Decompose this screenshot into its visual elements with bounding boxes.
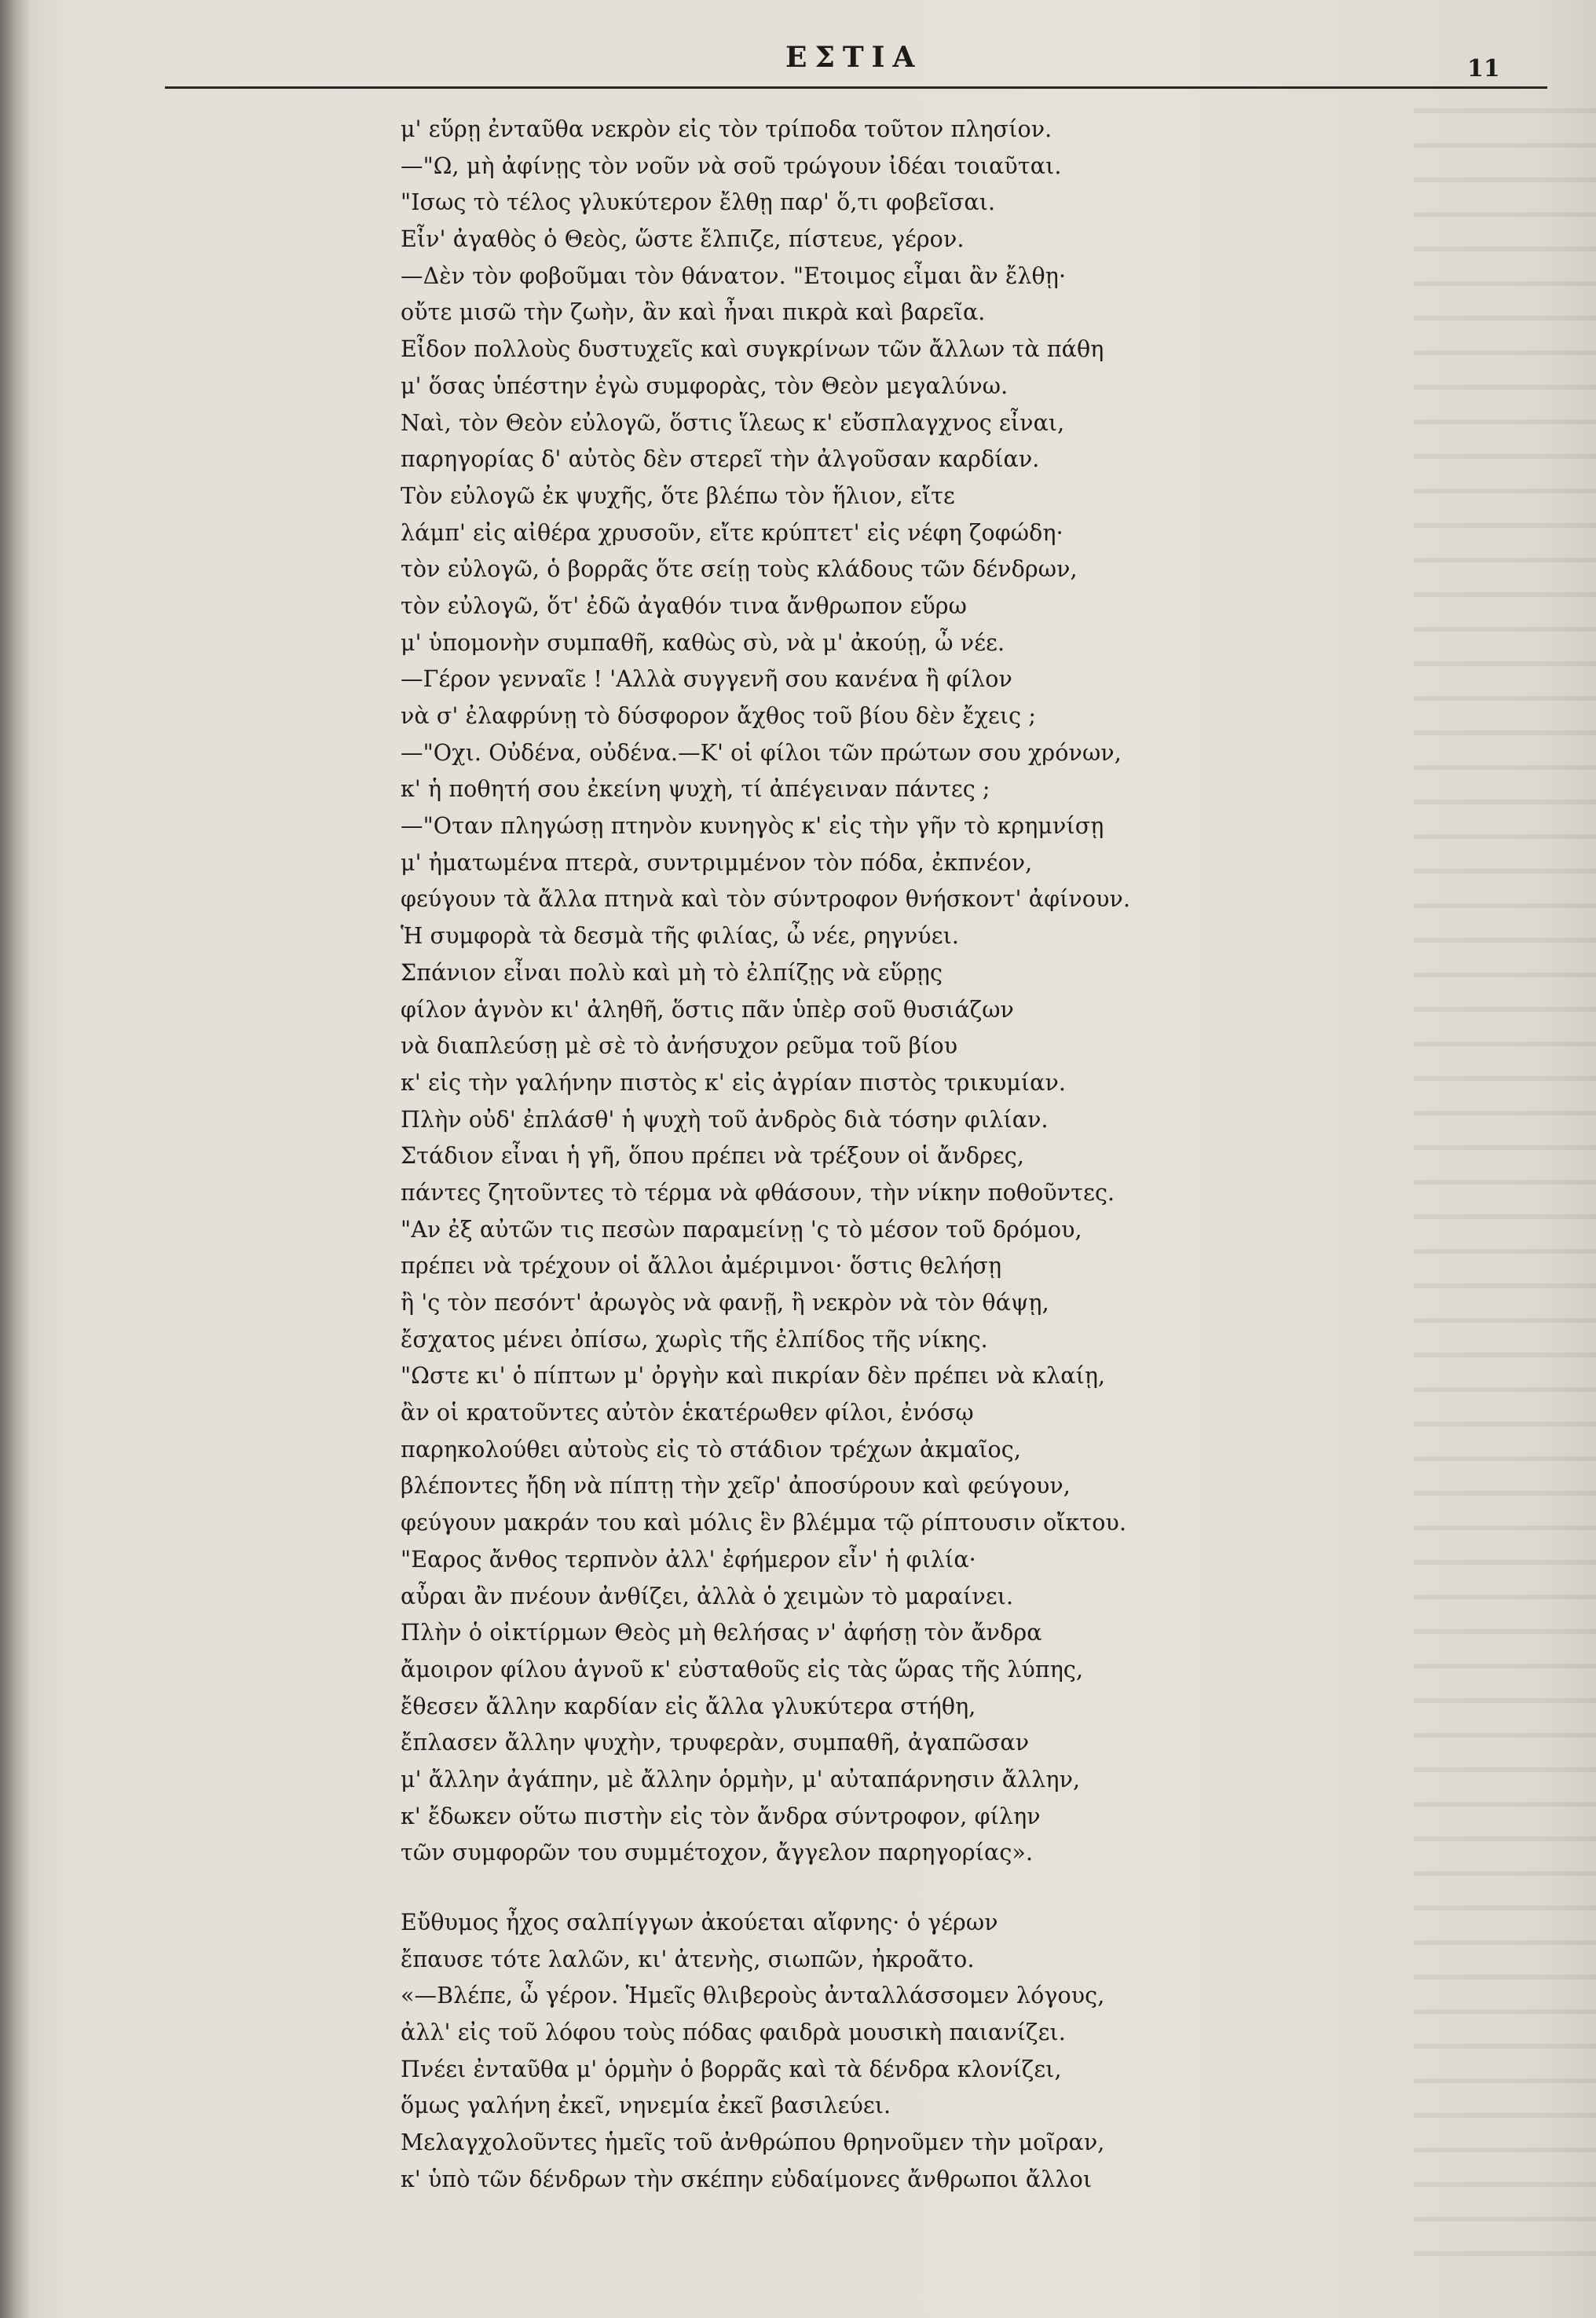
- running-title: ΕΣΤΙΑ: [785, 41, 923, 74]
- verse-line: τὸν εὐλογῶ, ὅτ' ἐδῶ ἀγαθόν τινα ἄνθρωπον εὕρω: [401, 592, 967, 619]
- verse-line: μ' ὅσας ὑπέστην ἐγὼ συμφορὰς, τὸν Θεὸν μεγαλύνω.: [401, 372, 1008, 399]
- verse-line: πρέπει νὰ τρέχουν οἱ ἄλλοι ἀμέριμνοι· ὅστις θελήσῃ: [401, 1253, 1002, 1280]
- stanza-gap: [401, 1872, 1288, 1905]
- verse-line: Εὔθυμος ἦχος σαλπίγγων ἀκούεται αἴφνης· ὁ γέρων: [401, 1910, 998, 1935]
- page-number: 11: [1467, 55, 1500, 82]
- verse-line: τῶν συμφορῶν του συμμέτοχον, ἄγγελον παρηγορίας».: [401, 1840, 1034, 1866]
- verse-line: φίλον ἁγνὸν κι' ἀληθῆ, ὅστις πᾶν ὑπὲρ σοῦ θυσιάζων: [401, 996, 1014, 1023]
- verse-line: Τὸν εὐλογῶ ἐκ ψυχῆς, ὅτε βλέπω τὸν ἥλιον, εἴτε: [401, 482, 955, 509]
- stanza-1: [401, 112, 1288, 1872]
- verse-line: —Δὲν τὸν φοβοῦμαι τὸν θάνατον. "Ετοιμος εἶμαι ἂν ἔλθῃ·: [401, 262, 1067, 289]
- verse-line: «—Βλέπε, ὦ γέρον. Ἡμεῖς θλιβεροὺς ἀνταλλάσσομεν λόγους,: [401, 1983, 1105, 2009]
- verse-line: Εἶδον πολλοὺς δυστυχεῖς καὶ συγκρίνων τῶν ἄλλων τὰ πάθη: [401, 336, 1104, 363]
- verse-line: οὔτε μισῶ τὴν ζωὴν, ἂν καὶ ἦναι πικρὰ καὶ βαρεῖα.: [401, 299, 986, 326]
- verse-line: "Ισως τὸ τέλος γλυκύτερον ἔλθῃ παρ' ὅ,τι φοβεῖσαι.: [401, 189, 996, 216]
- verse-line: ὅμως γαλήνη ἐκεῖ, νηνεμία ἐκεῖ βασιλεύει.: [401, 2093, 891, 2119]
- verse-line: λάμπ' εἰς αἰθέρα χρυσοῦν, εἴτε κρύπτετ' εἰς νέφη ζοφώδη·: [401, 519, 1063, 546]
- verse-line: Ναὶ, τὸν Θεὸν εὐλογῶ, ὅστις ἵλεως κ' εὔσπλαγχνος εἶναι,: [401, 409, 1065, 436]
- verse-line: "Αν ἐξ αὐτῶν τις πεσὼν παραμείνῃ 'ς τὸ μέσον τοῦ δρόμου,: [401, 1216, 1082, 1243]
- verse-line: ἔπαυσε τότε λαλῶν, κι' ἀτενὴς, σιωπῶν, ἠκροᾶτο.: [401, 1946, 975, 1972]
- verse-line: Πνέει ἐνταῦθα μ' ὁρμὴν ὁ βορρᾶς καὶ τὰ δένδρα κλονίζει,: [401, 2056, 1062, 2082]
- stanza-2: [401, 1905, 1288, 2199]
- verse-line: φεύγουν τὰ ἄλλα πτηνὰ καὶ τὸν σύντροφον θνήσκοντ' ἀφίνουν.: [401, 886, 1131, 913]
- verse-line: ἔσχατος μένει ὀπίσω, χωρὶς τῆς ἐλπίδος τῆς νίκης.: [401, 1326, 988, 1353]
- verse-line: ἢ 'ς τὸν πεσόντ' ἀρωγὸς νὰ φανῇ, ἢ νεκρὸν νὰ τὸν θάψῃ,: [401, 1290, 1049, 1316]
- verse-line: πάντες ζητοῦντες τὸ τέρμα νὰ φθάσουν, τὴν νίκην ποθοῦντες.: [401, 1179, 1115, 1206]
- verse-line: Σπάνιον εἶναι πολὺ καὶ μὴ τὸ ἐλπίζῃς νὰ εὕρῃς: [401, 959, 943, 986]
- verse-line: ἔπλασεν ἄλλην ψυχὴν, τρυφερὰν, συμπαθῆ, ἀγαπῶσαν: [401, 1730, 1030, 1756]
- verse-line: ἄμοιρον φίλου ἁγνοῦ κ' εὐσταθοῦς εἰς τὰς ὥρας τῆς λύπης,: [401, 1656, 1084, 1683]
- header-rule: [165, 86, 1547, 89]
- verse-line: "Εαρος ἄνθος τερπνὸν ἀλλ' ἐφήμερον εἶν' ἡ φιλία·: [401, 1546, 976, 1573]
- verse-line: —"Οταν πληγώσῃ πτηνὸν κυνηγὸς κ' εἰς τὴν γῆν τὸ κρημνίσῃ: [401, 813, 1104, 840]
- verse-line: αὖραι ἂν πνέουν ἀνθίζει, ἀλλὰ ὁ χειμὼν τὸ μαραίνει.: [401, 1583, 1014, 1609]
- verse-line: Ἡ συμφορὰ τὰ δεσμὰ τῆς φιλίας, ὦ νέε, ρηγνύει.: [401, 923, 960, 950]
- verse-line: Πλὴν ὁ οἰκτίρμων Θεὸς μὴ θελήσας ν' ἀφήσῃ τὸν ἄνδρα: [401, 1620, 1042, 1646]
- verse-line: τὸν εὐλογῶ, ὁ βορρᾶς ὅτε σείῃ τοὺς κλάδους τῶν δένδρων,: [401, 556, 1078, 583]
- verse-line: νὰ σ' ἐλαφρύνῃ τὸ δύσφορον ἄχθος τοῦ βίου δὲν ἔχεις ;: [401, 703, 1037, 729]
- verse-line: μ' ἠματωμένα πτερὰ, συντριμμένον τὸν πόδα, ἐκπνέον,: [401, 849, 1033, 876]
- verse-line: μ' ἄλλην ἀγάπην, μὲ ἄλλην ὁρμὴν, μ' αὐταπάρνησιν ἄλλην,: [401, 1766, 1081, 1793]
- verse-line: —"Οχι. Οὐδένα, οὐδένα.—Κ' οἱ φίλοι τῶν πρώτων σου χρόνων,: [401, 739, 1122, 766]
- verse-line: —"Ω, μὴ ἀφίνῃς τὸν νοῦν νὰ σοῦ τρώγουν ἰδέαι τοιαῦται.: [401, 152, 1062, 179]
- verse-line: κ' ὑπὸ τῶν δένδρων τὴν σκέπην εὐδαίμονες ἄνθρωποι ἄλλοι: [401, 2166, 1093, 2192]
- verse-line: ἂν οἱ κρατοῦντες αὐτὸν ἑκατέρωθεν φίλοι, ἐνόσῳ: [401, 1400, 974, 1426]
- verse-line: φεύγουν μακράν του καὶ μόλις ἓν βλέμμα τῷ ρίπτουσιν οἴκτου.: [401, 1510, 1127, 1536]
- verse-line: "Ωστε κι' ὁ πίπτων μ' ὀργὴν καὶ πικρίαν δὲν πρέπει νὰ κλαίῃ,: [401, 1363, 1106, 1390]
- page-header: [0, 41, 1596, 88]
- verse-line: μ' εὕρῃ ἐνταῦθα νεκρὸν εἰς τὸν τρίποδα τοῦτον πλησίον.: [401, 116, 1052, 142]
- verse-line: —Γέρον γενναῖε ! 'Αλλὰ συγγενῆ σου κανένα ἢ φίλον: [401, 666, 1012, 693]
- verse-line: ἀλλ' εἰς τοῦ λόφου τοὺς πόδας φαιδρὰ μουσικὴ παιανίζει.: [401, 2020, 1066, 2046]
- verse-line: παρηκολούθει αὐτοὺς εἰς τὸ στάδιον τρέχων ἀκμαῖος,: [401, 1436, 1021, 1463]
- verse-line: κ' ἡ ποθητή σου ἐκείνη ψυχὴ, τί ἀπέγειναν πάντες ;: [401, 776, 990, 803]
- verse-line: βλέποντες ἤδη νὰ πίπτῃ τὴν χεῖρ' ἀποσύρουν καὶ φεύγουν,: [401, 1473, 1071, 1500]
- poem-body: [401, 112, 1288, 2199]
- verse-line: κ' ἔδωκεν οὕτω πιστὴν εἰς τὸν ἄνδρα σύντροφον, φίλην: [401, 1803, 1041, 1829]
- verse-line: Μελαγχολοῦντες ἡμεῖς τοῦ ἀνθρώπου θρηνοῦμεν τὴν μοῖραν,: [401, 2129, 1105, 2156]
- verse-line: κ' εἰς τὴν γαλήνην πιστὸς κ' εἰς ἀγρίαν πιστὸς τρικυμίαν.: [401, 1069, 1067, 1096]
- verse-line: Εἶν' ἀγαθὸς ὁ Θεὸς, ὥστε ἔλπιζε, πίστευε, γέρον.: [401, 226, 965, 253]
- verse-line: Πλὴν οὐδ' ἐπλάσθ' ἡ ψυχὴ τοῦ ἀνδρὸς διὰ τόσην φιλίαν.: [401, 1106, 1049, 1133]
- verse-line: ἔθεσεν ἄλλην καρδίαν εἰς ἄλλα γλυκύτερα στήθη,: [401, 1693, 976, 1719]
- verse-line: νὰ διαπλεύσῃ μὲ σὲ τὸ ἀνήσυχον ρεῦμα τοῦ βίου: [401, 1033, 958, 1060]
- verse-line: παρηγορίας δ' αὐτὸς δὲν στερεῖ τὴν ἀλγοῦσαν καρδίαν.: [401, 446, 1040, 473]
- verse-line: μ' ὑπομονὴν συμπαθῆ, καθὼς σὺ, νὰ μ' ἀκούῃ, ὦ νέε.: [401, 629, 1005, 656]
- verse-line: Στάδιον εἶναι ἡ γῆ, ὅπου πρέπει νὰ τρέξουν οἱ ἄνδρες,: [401, 1143, 1025, 1170]
- show-through-text: [1414, 86, 1596, 2286]
